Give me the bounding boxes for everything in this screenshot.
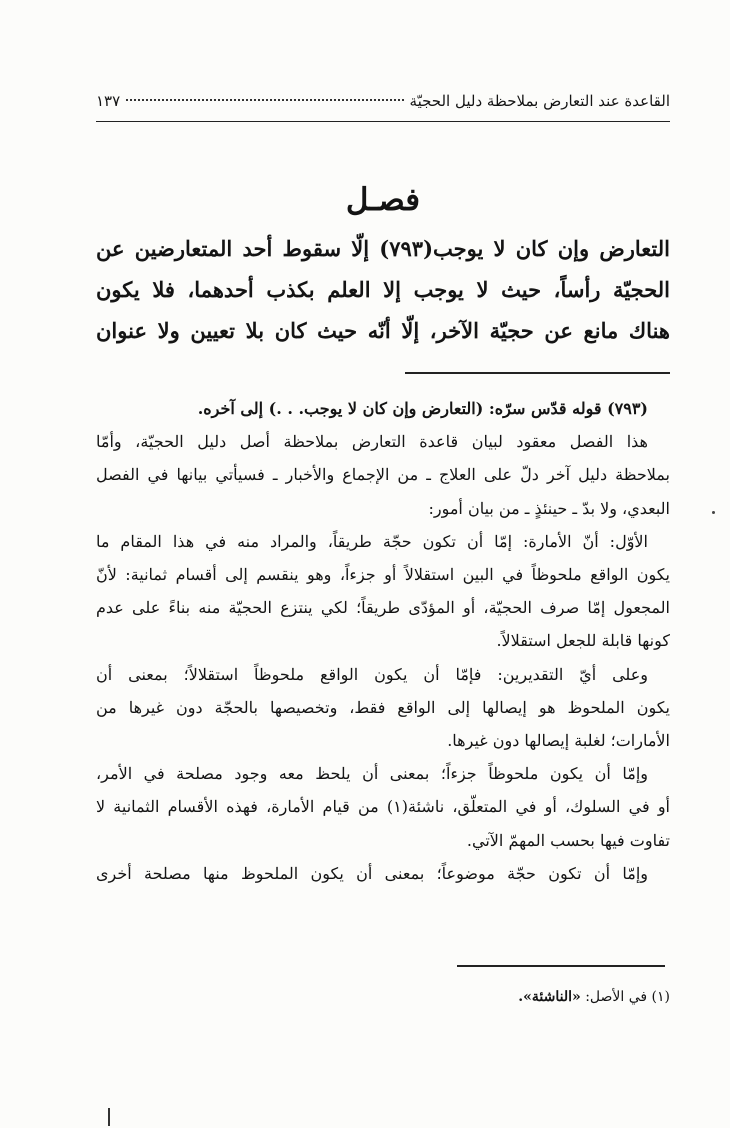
commentary-line: وعلى أيّ التقديرين: فإمّا أن يكون الواقع ملحوظاً استقلالاً؛ بمعنى أن — [96, 664, 648, 684]
commentary-line: البعدي، ولا بدّ ـ حينئذٍ ـ من بيان أمور: — [428, 498, 670, 518]
scan-mark — [108, 1108, 110, 1126]
commentary-line: الأوّل: أنّ الأمارة: إمّا أن تكون حجّة طريقاً، والمراد منه في هذا المقام ما — [96, 531, 648, 551]
footnote-prefix: (١) في الأصل: — [585, 989, 670, 1005]
commentary-line: بملاحظة دليل آخر دلّ على العلاج ـ من الإجماع والأخبار ـ فسيأتي بيانها في الفصل — [96, 465, 670, 485]
footnote-text: «الناشئة». — [518, 989, 581, 1005]
commentary-line: (٧٩٣) قوله قدّس سرّه: (التعارض وإن كان لا يوجب. . .) إلى آخره. — [197, 399, 648, 418]
commentary-line: هذا الفصل معقود لبيان قاعدة التعارض بملاحظة أصل دليل الحجيّة، وأمّا — [96, 432, 648, 452]
commentary-separator — [405, 372, 670, 374]
commentary-line: وإمّا أن يكون ملحوظاً جزءاً؛ بمعنى أن يلحظ معه وجود مصلحة في الأمر، — [96, 764, 648, 784]
footnote-separator — [457, 965, 665, 967]
commentary-line: وإمّا أن تكون حجّة موضوعاً؛ بمعنى أن يكون الملحوظ منها مصلحة أخرى — [96, 863, 648, 883]
commentary — [96, 392, 670, 890]
page-number: ١٣٧ — [96, 92, 121, 110]
chapter-title: فصـل — [345, 182, 421, 218]
main-text-line: هناك مانع عن حجيّة الآخر، إلّا أنّه حيث كان بلا تعيين ولا عنوان — [96, 318, 670, 343]
header-title: القاعدة عند التعارض بملاحظة دليل الحجيّة — [409, 92, 670, 110]
commentary-line: تفاوت فيها بحسب المهمّ الآتي. — [466, 830, 670, 850]
main-text-line: التعارض وإن كان لا يوجب(٧٩٣) إلّا سقوط أحد المتعارضين عن — [96, 236, 671, 261]
footnote — [96, 984, 670, 1010]
header-rule — [96, 121, 670, 122]
header-leader-dots — [126, 99, 403, 101]
scan-speck — [712, 511, 715, 514]
commentary-line: أو في السلوك، أو في المتعلّق، ناشئة(١) من قيام الأمارة، فهذه الأقسام الثمانية لا — [96, 797, 670, 817]
commentary-line: يكون الملحوظ هو إيصالها إلى الواقع فقط، وتخصيصها بالحجّة دون غيرها من — [96, 697, 670, 717]
main-text — [96, 228, 670, 351]
commentary-line: يكون الواقع ملحوظاً في البين استقلالاً أو جزءاً، وهو ينقسم إلى أقسام ثمانية: لأنّ — [96, 565, 670, 585]
running-header — [96, 92, 670, 118]
commentary-line: كونها قابلة للجعل استقلالاً. — [496, 631, 670, 651]
main-text-line: الحجيّة رأساً، حيث لا يوجب إلا العلم بكذب أحدهما، فلا يكون — [96, 277, 670, 302]
commentary-line: الأمارات؛ لغلبة إيصالها دون غيرها. — [447, 731, 670, 751]
footnote-line — [96, 984, 670, 1010]
commentary-line: المجعول إمّا صرف الحجيّة، أو المؤدّى طريقاً؛ لكي ينتزع الحجيّة منه بناءً على عدم — [96, 598, 670, 618]
